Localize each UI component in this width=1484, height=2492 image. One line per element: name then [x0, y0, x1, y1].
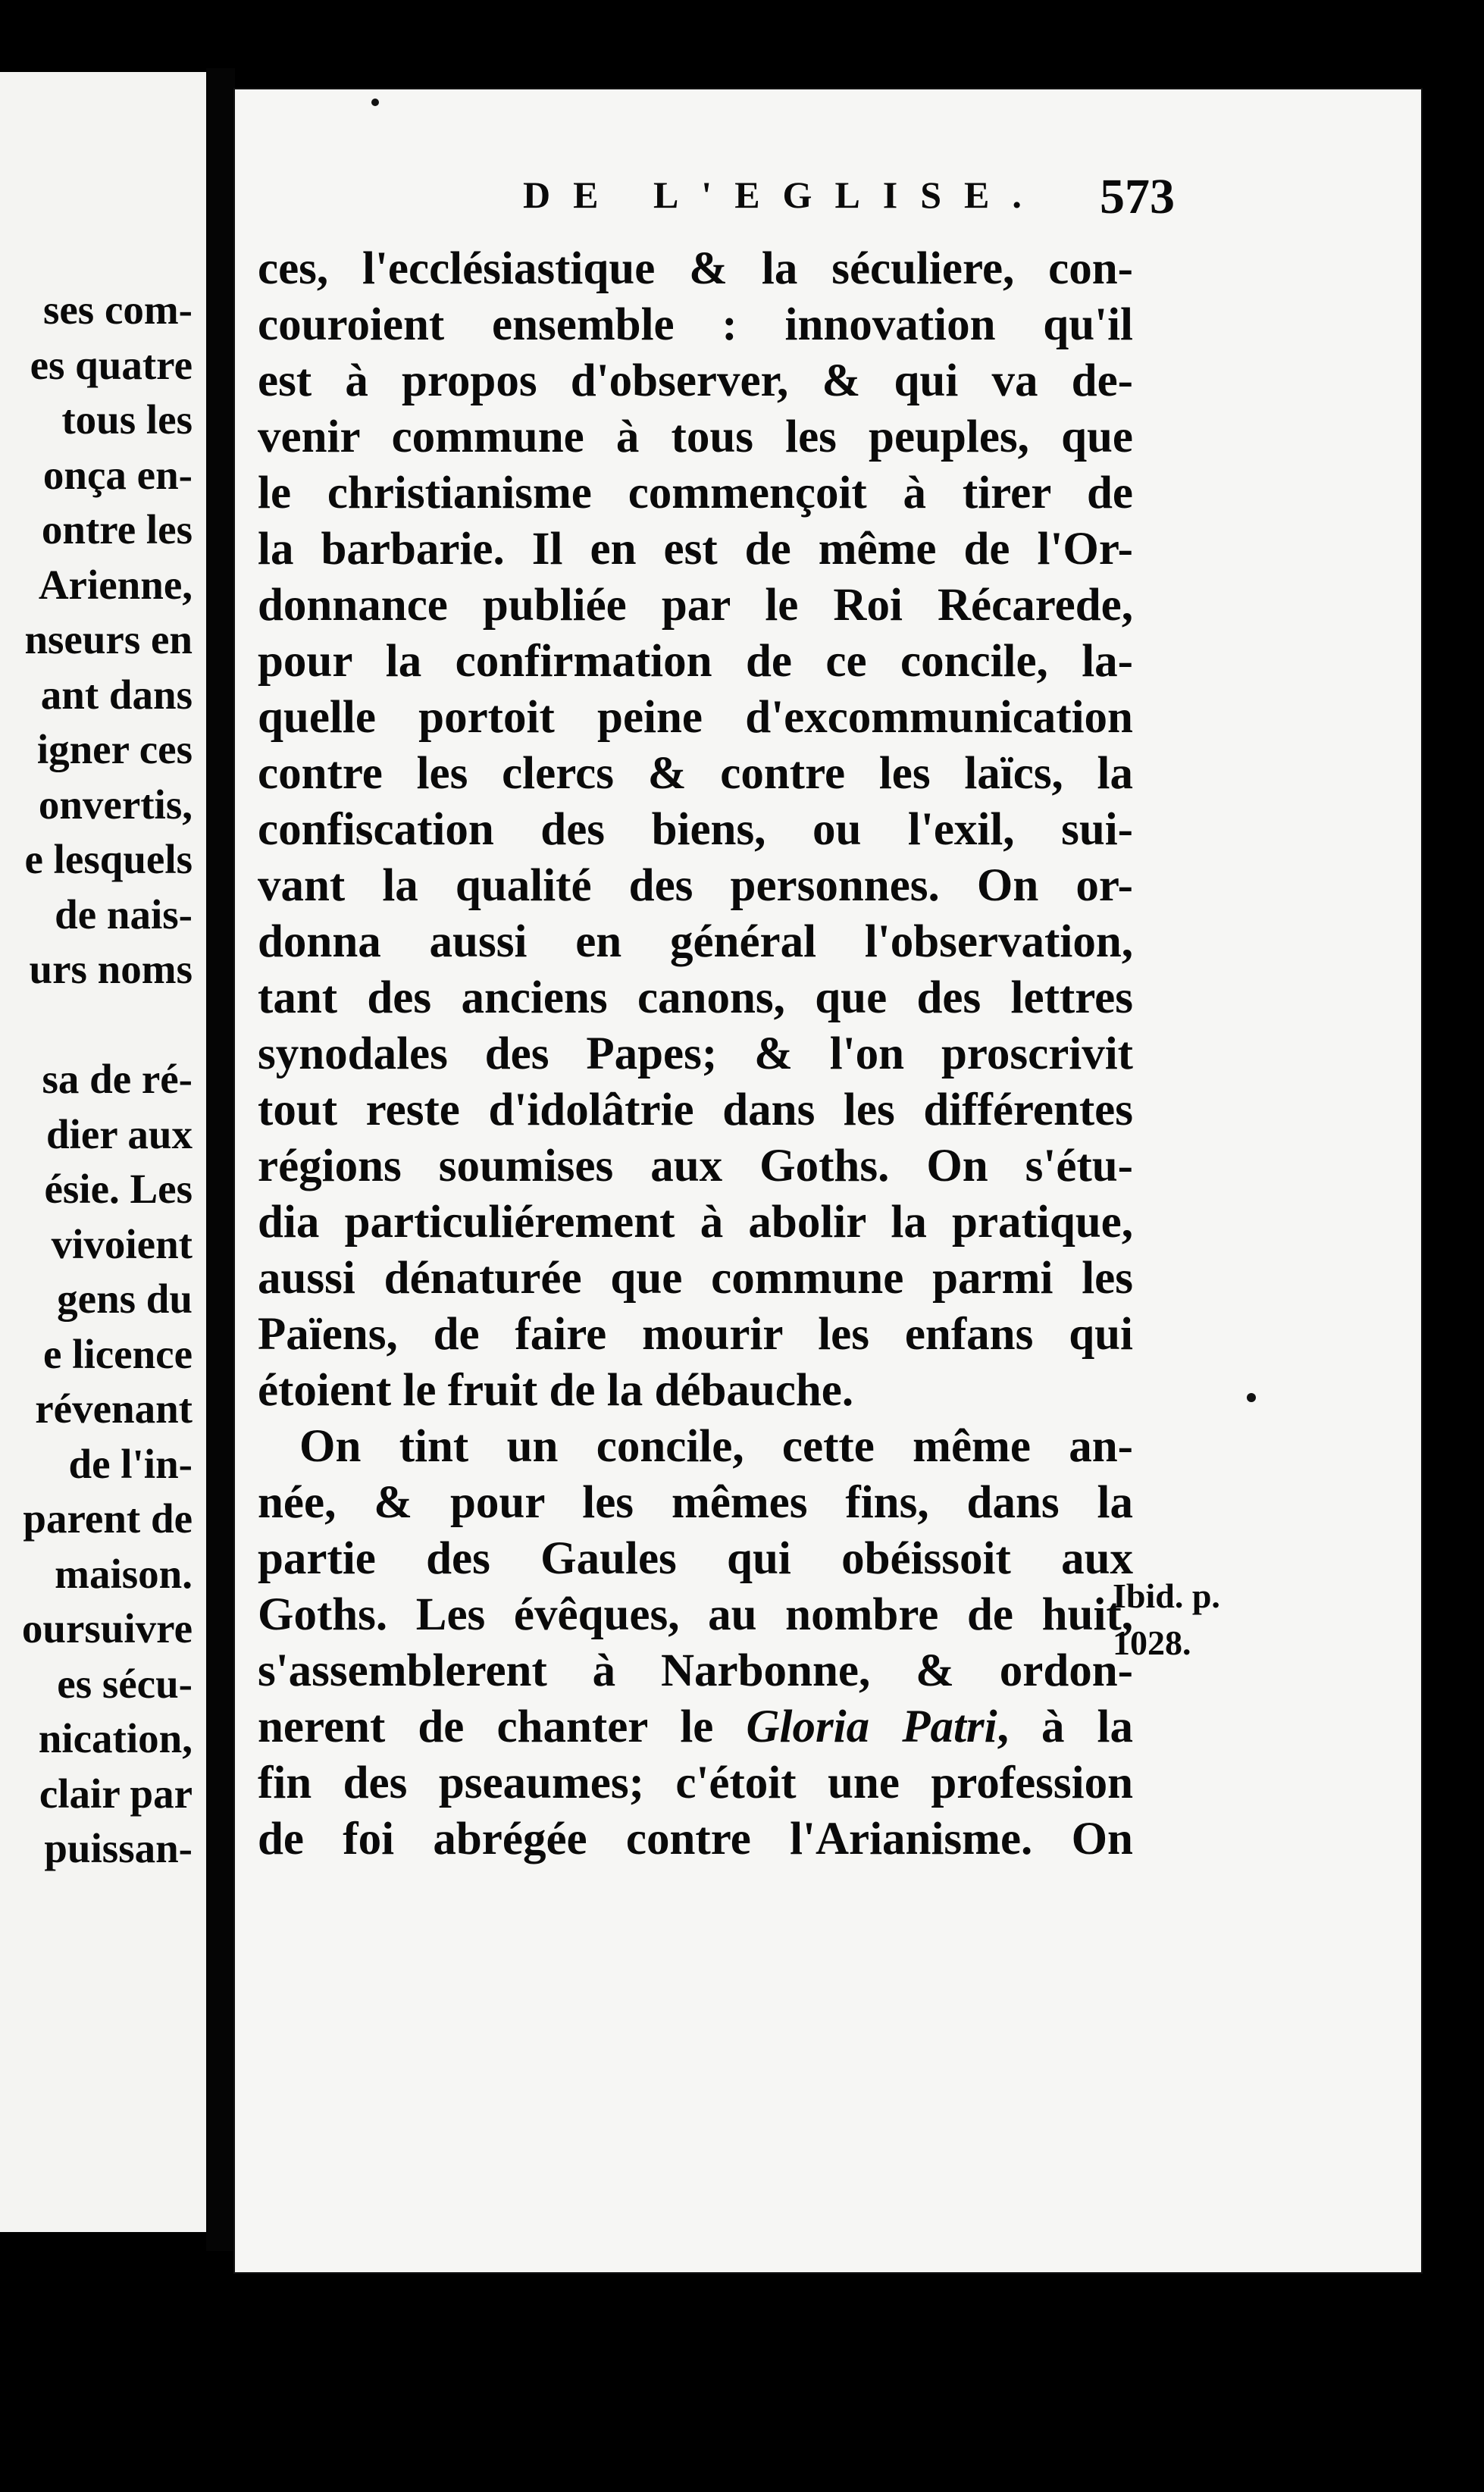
prev-line: oursuivre	[21, 1605, 193, 1651]
paragraph-start-line: On tint un concile, cette même an-	[299, 1421, 1133, 1472]
prev-line: ésie. Les	[44, 1166, 193, 1212]
prev-line: urs noms	[29, 946, 193, 992]
prev-line: ant dans	[40, 671, 193, 718]
prev-line: igner ces	[36, 726, 193, 772]
text-line: née, & pour les mêmes fins, dans la	[258, 1477, 1133, 1528]
text-line: aussi dénaturée que commune parmi les	[258, 1253, 1133, 1304]
text-line: partie des Gaules qui obéissoit aux	[258, 1533, 1133, 1584]
prev-line: gens du	[57, 1276, 193, 1322]
text-line: Goths. Les évêques, au nombre de huit,	[258, 1589, 1133, 1640]
book-gutter	[206, 68, 235, 2251]
text-line-with-italic	[258, 1699, 1133, 1755]
margin-reference-line: 1028.	[1113, 1623, 1191, 1662]
prev-line: ses com-	[42, 286, 193, 333]
prev-line: vivoient	[51, 1220, 193, 1267]
text-line: venir commune à tous les peuples, que	[258, 412, 1133, 462]
margin-reference-line: Ibid. p.	[1113, 1576, 1220, 1615]
prev-line: maison.	[55, 1550, 193, 1597]
prev-line: tous les	[61, 396, 193, 443]
text-line: dia particuliérement à abolir la pratique,	[258, 1197, 1133, 1248]
prev-line: parent de	[23, 1495, 193, 1542]
prev-line: clair par	[39, 1770, 193, 1817]
running-title: DE L'EGLISE.	[523, 174, 1044, 216]
prev-line: dier aux	[45, 1110, 193, 1157]
text-line: pour la confirmation de ce concile, la-	[258, 636, 1133, 687]
text-line: la barbarie. Il en est de même de l'Or-	[258, 524, 1133, 574]
prev-line: nication,	[38, 1715, 193, 1761]
prev-line: de nais-	[55, 891, 193, 938]
text-line: fin des pseaumes; c'étoit une profession	[258, 1758, 1133, 1808]
previous-page-text	[22, 283, 193, 1877]
text-line: donna aussi en général l'observation,	[258, 916, 1133, 967]
text-segment: nerent de chanter le	[258, 1702, 747, 1752]
text-line: quelle portoit peine d'excommunication	[258, 692, 1133, 743]
prev-line: e lesquels	[24, 836, 193, 882]
italic-phrase: Gloria Patri	[746, 1702, 997, 1752]
text-line: vant la qualité des personnes. On or-	[258, 860, 1133, 911]
prev-line: sa de ré-	[42, 1056, 193, 1102]
text-line: ces, l'ecclésiastique & la séculiere, con-	[258, 243, 1133, 294]
text-line: donnance publiée par le Roi Récarede,	[258, 580, 1133, 631]
text-line: confiscation des biens, ou l'exil, sui-	[258, 804, 1133, 855]
prev-line: ontre les	[41, 506, 193, 553]
text-line: s'assemblerent à Narbonne, & ordon-	[258, 1645, 1133, 1696]
prev-line: onvertis,	[38, 781, 193, 828]
prev-line: puissan-	[44, 1825, 193, 1871]
prev-line	[22, 997, 193, 1053]
text-line: synodales des Papes; & l'on proscrivit	[258, 1028, 1133, 1079]
body-text	[258, 241, 1133, 1867]
prev-line: onça en-	[42, 451, 193, 498]
text-line: de foi abrégée contre l'Arianisme. On	[258, 1814, 1133, 1864]
text-segment: , à la	[997, 1702, 1133, 1752]
text-line: tant des anciens canons, que des lettres	[258, 972, 1133, 1023]
ink-speck	[371, 99, 379, 106]
prev-line: e licence	[43, 1330, 193, 1377]
previous-page-fragment	[0, 72, 206, 2232]
text-line: Païens, de faire mourir les enfans qui	[258, 1309, 1133, 1360]
text-line: régions soumises aux Goths. On s'étu-	[258, 1141, 1133, 1191]
prev-line: nseurs en	[24, 616, 193, 662]
prev-line: révenant	[35, 1385, 193, 1432]
prev-line: es quatre	[30, 341, 193, 388]
page-header	[523, 169, 1175, 233]
prev-line: de l'in-	[68, 1440, 193, 1487]
margin-reference	[1113, 1573, 1220, 1667]
text-line: le christianisme commençoit à tirer de	[258, 468, 1133, 518]
text-line: contre les clercs & contre les laïcs, la	[258, 748, 1133, 799]
prev-line: Arienne,	[38, 561, 193, 608]
text-line: tout reste d'idolâtrie dans les différentes	[258, 1085, 1133, 1135]
page-number: 573	[1100, 169, 1175, 224]
text-line: étoient le fruit de la débauche.	[258, 1365, 854, 1416]
text-line: couroient ensemble : innovation qu'il	[258, 299, 1133, 350]
prev-line: es sécu-	[57, 1660, 193, 1707]
ink-speck	[1247, 1393, 1256, 1402]
text-line: est à propos d'observer, & qui va de-	[258, 355, 1133, 406]
